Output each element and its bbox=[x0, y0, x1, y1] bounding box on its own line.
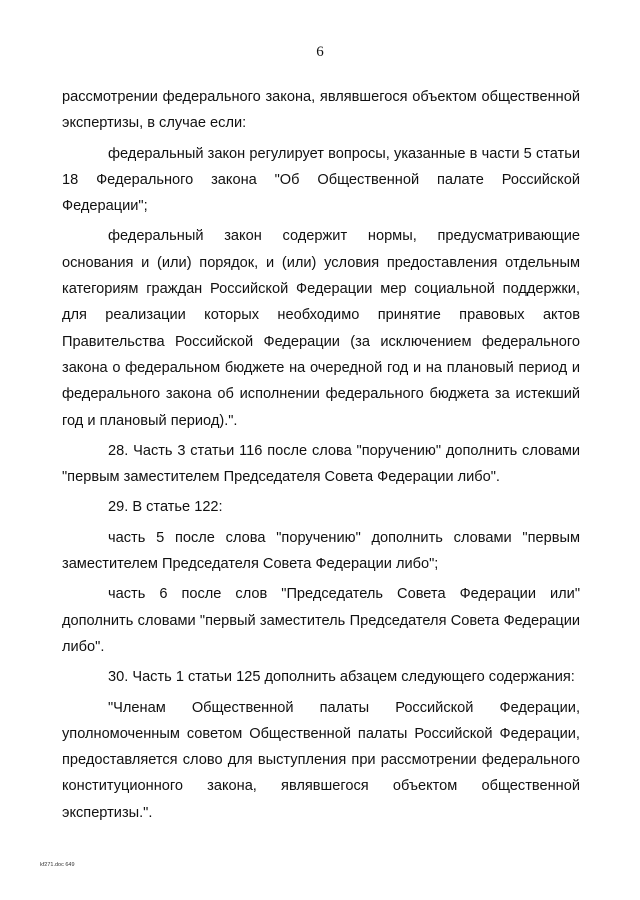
paragraph-item-28: 28. Часть 3 статьи 116 после слова "поручению" дополнить словами "первым заместителем Председателя Совета Федерации либо". bbox=[62, 442, 580, 486]
paragraph-item-30-quote: "Членам Общественной палаты Российской Федерации, уполномоченным советом Общественной палаты Российской Федерации, предоставляется слово для выступления при рассмотрении федерального конституционного закона, являвшегося объектом общественной экспертизы.". bbox=[62, 699, 580, 821]
paragraph-continuation: рассмотрении федерального закона, являвшегося объектом общественной экспертизы, в случае если: bbox=[62, 89, 580, 132]
paragraph-item-29-part-5: часть 5 после слова "поручению" дополнить словами "первым заместителем Председателя Совета Федерации либо"; bbox=[62, 529, 580, 573]
file-reference: kf271.doc 649 bbox=[40, 862, 75, 868]
document-body bbox=[62, 84, 580, 826]
paragraph-condition-2: федеральный закон содержит нормы, предусматривающие основания и (или) порядок, и (или) условия предоставления отдельным категориям граждан Российской Федерации мер социальной поддержки, для реализации которых необходимо принятие правовых актов Правительства Российской Федерации (за исключением федерального закона о федеральном бюджете на очередной год и на плановый период и федерального закона об исполнении федерального бюджета за истекший год и плановый период).". bbox=[62, 228, 580, 429]
paragraph-item-29: 29. В статье 122: bbox=[108, 499, 223, 516]
paragraph-item-29-part-6: часть 6 после слов "Председатель Совета Федерации или" дополнить словами "первый заместитель Председателя Совета Федерации либо". bbox=[62, 586, 580, 655]
page-number: 6 bbox=[316, 44, 324, 60]
paragraph-condition-1: федеральный закон регулирует вопросы, указанные в части 5 статьи 18 Федерального закона "Об Общественной палате Российской Федерации"; bbox=[62, 145, 580, 215]
paragraph-item-30: 30. Часть 1 статьи 125 дополнить абзацем следующего содержания: bbox=[108, 669, 575, 686]
